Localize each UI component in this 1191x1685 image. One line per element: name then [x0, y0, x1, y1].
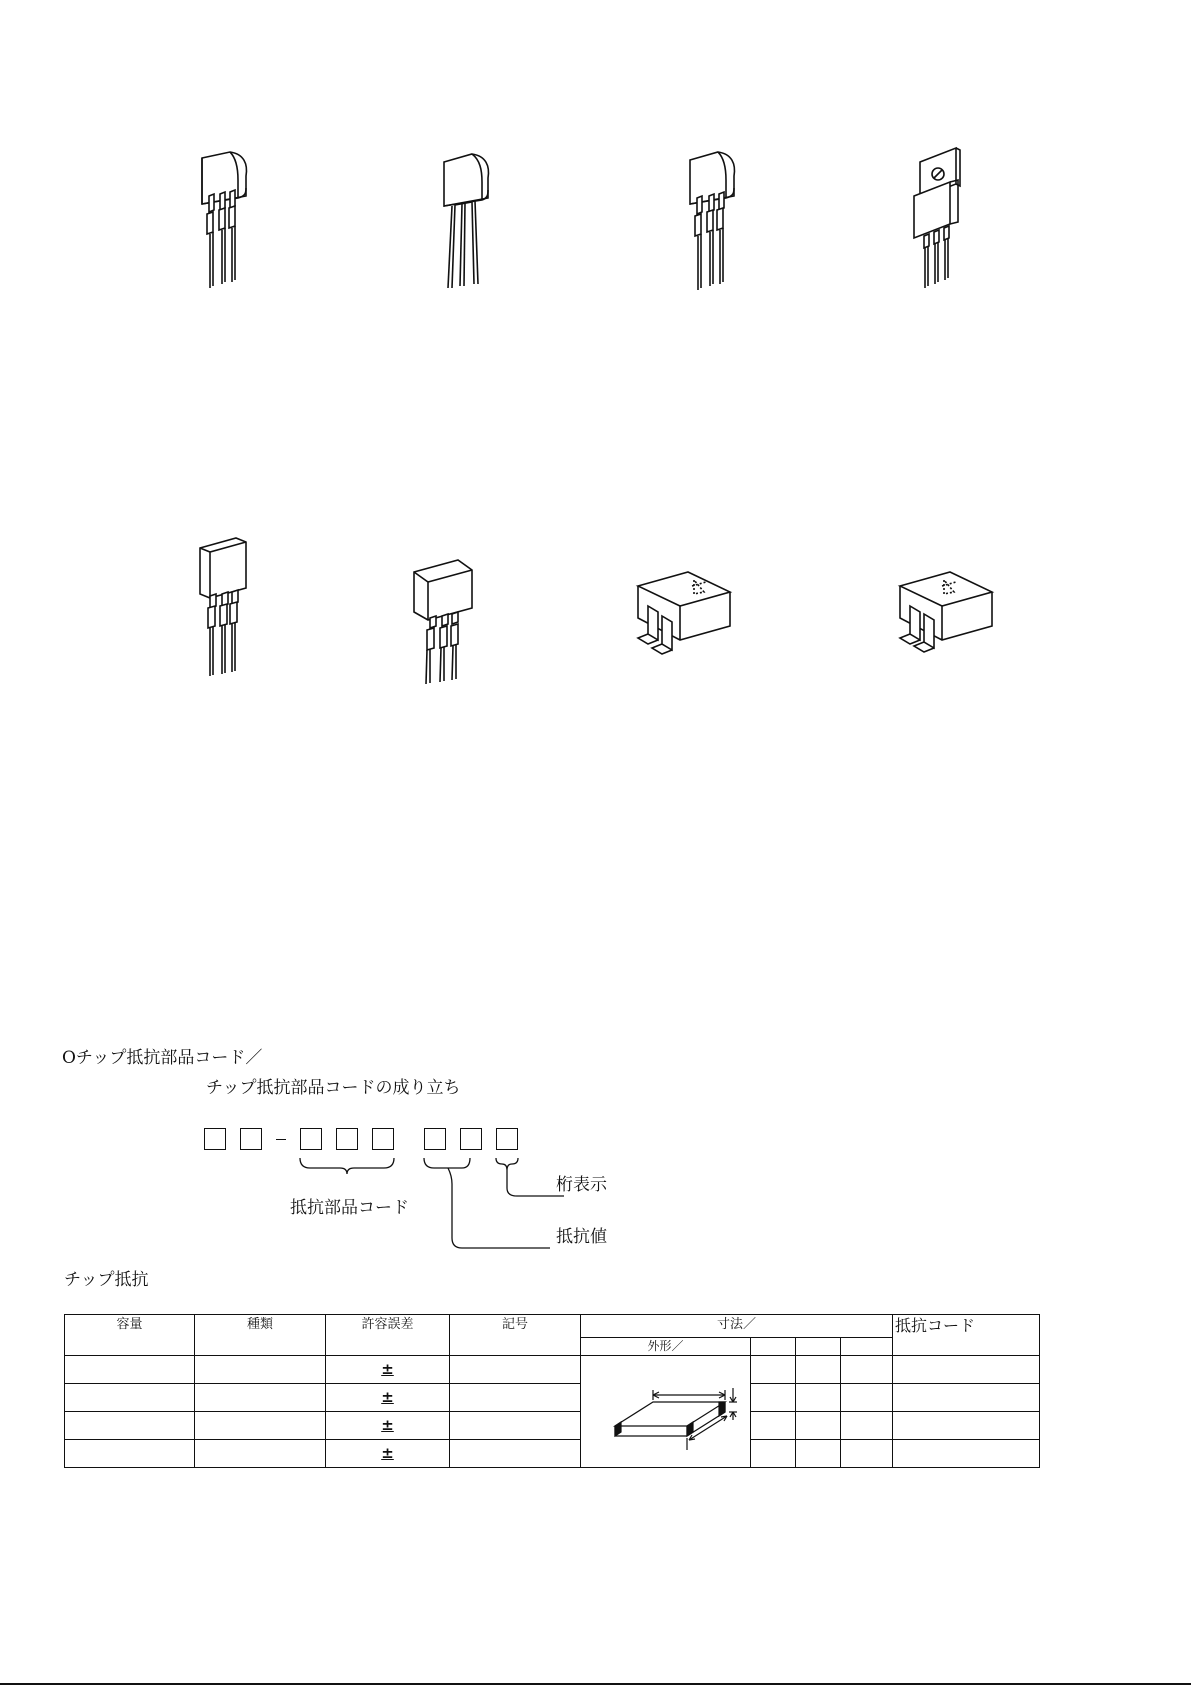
header-dim-2 — [796, 1338, 841, 1356]
tolerance-value: ± — [381, 1388, 394, 1406]
table-row — [65, 1440, 1040, 1468]
table-row — [65, 1384, 1040, 1412]
table-row — [65, 1412, 1040, 1440]
digits-label: 桁表示 — [556, 1175, 607, 1195]
header-dimensions: 寸法／ — [581, 1315, 893, 1338]
header-symbol: 記号 — [450, 1315, 581, 1356]
value-label: 抵抗値 — [556, 1227, 607, 1247]
header-dim-3 — [841, 1338, 893, 1356]
header-code: 抵抗コード — [893, 1315, 1040, 1356]
tolerance-value: ± — [381, 1416, 394, 1434]
section-heading: Oチップ抵抗部品コード／ — [62, 1048, 263, 1068]
tolerance-value: ± — [381, 1360, 394, 1378]
part-code-label: 抵抗部品コード — [290, 1198, 409, 1218]
chip-shape-cell — [581, 1356, 751, 1468]
chip-resistor-table — [64, 1314, 1040, 1468]
header-dim-1 — [751, 1338, 796, 1356]
table-row — [65, 1356, 1040, 1384]
table-title: チップ抵抗 — [64, 1270, 149, 1290]
header-tolerance: 許容誤差 — [326, 1315, 450, 1356]
header-shape: 外形／ — [581, 1338, 751, 1356]
chip-resistor-shape — [591, 1364, 741, 1460]
section-subheading: チップ抵抗部品コードの成り立ち — [206, 1078, 461, 1098]
header-capacity: 容量 — [65, 1315, 195, 1356]
header-type: 種類 — [195, 1315, 326, 1356]
tolerance-value: ± — [381, 1444, 394, 1462]
